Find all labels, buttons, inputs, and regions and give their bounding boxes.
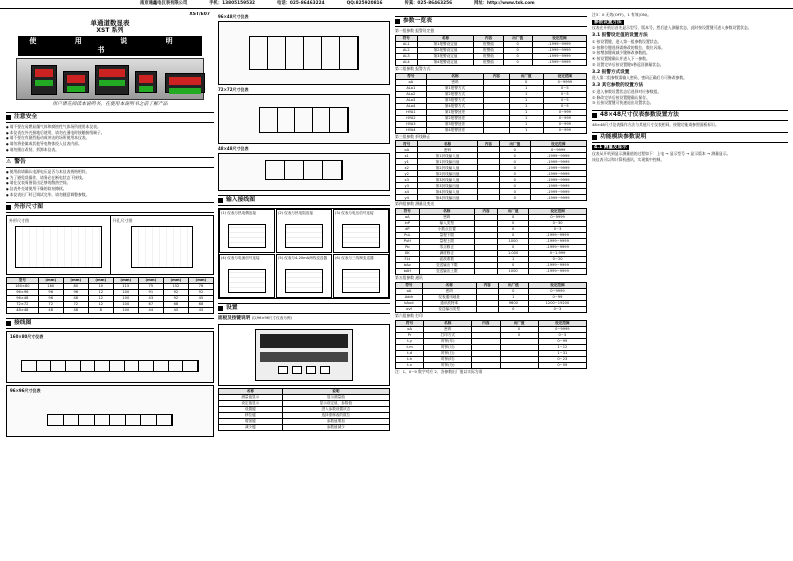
table-row: oA 密码 0 0~9999 bbox=[396, 288, 587, 294]
step-text: ① 进入参数设置状态后选择对应参数组。 bbox=[592, 88, 662, 94]
header-phone: 手机：13805159532 bbox=[209, 1, 256, 7]
table-row: ALo2 第2报警方式 1 0~5 bbox=[396, 91, 587, 97]
footnote: 该仪表可以和计算机通讯，实现集中控制。 bbox=[592, 156, 665, 162]
param-table-group6: 符号 名称 内容 出厂值 设定范围 oA 密码 0 0~9999 Pr 打印方式 0 0~3 t-y 时钟(年) 0~99 t-m 时钟(月) 1~12 t-d 时钟(日) 1~31 t-h 时钟(时) 0~23 t-n 时钟(分) 0~59 bbox=[395, 320, 587, 369]
table-row: t-d 时钟(日) 1~31 bbox=[396, 350, 587, 356]
step-text: ⑤ 设置完毕后按设置键5秒返回测量状态。 bbox=[592, 61, 664, 67]
table-row: 96×96 96 96 12 100 91 92 92 bbox=[7, 289, 214, 295]
meter-image bbox=[95, 65, 129, 95]
warning-item: ● 使用前请确认电源电压是否与本仪表规格相符。 bbox=[6, 170, 214, 175]
safety-item: ● 请不要在有剧烈振动或冲击的场所使用本仪表。 bbox=[6, 136, 214, 141]
wiring-diagram-160x80: 160×80尺寸仪表 bbox=[6, 331, 214, 383]
figure-caption: 72×72尺寸仪表 bbox=[218, 87, 249, 92]
table-row: AL4 第4报警设定值 报警值 0 -1999~9999 bbox=[396, 59, 587, 65]
section-4-1-heading: 4.1 测量及显示 bbox=[594, 145, 627, 151]
table-row: Pb 零点修正 0 -1999~9999 bbox=[396, 245, 587, 251]
meter-image bbox=[135, 71, 157, 93]
input-cell: (3) 仪表与电压信号连接 bbox=[333, 209, 389, 253]
step-text: ③ 长按设置键可快速退出设置状态。 bbox=[592, 100, 654, 106]
table-row: oA 密码 0 0~9999 bbox=[396, 215, 587, 221]
table-row: oA 密码 0 0~9999 bbox=[396, 147, 587, 153]
table-row: PuL 量程下限 0 -1999~9999 bbox=[396, 233, 587, 239]
wiring-diagram-48x48 bbox=[218, 153, 390, 191]
table-row: KK 满度修正 1.000 0~1.999 bbox=[396, 251, 587, 257]
intro-note: 注3：0 无效(OFF)，1 有效(ON)。 bbox=[592, 12, 652, 17]
table-row: y1 第1折线输出值 0 -1999~9999 bbox=[396, 159, 587, 165]
group-caption: 第三组参数 折线修正 bbox=[395, 133, 431, 139]
step-text: ④ 按设置键确认并进入下一参数。 bbox=[592, 56, 650, 62]
figure-caption: 48×48尺寸仪表 bbox=[218, 146, 249, 151]
warning-item: ● 本仪表出厂时已调试完毕，请勿随意调整参数。 bbox=[6, 193, 214, 198]
section-3-text: 仪表在开机后首先显示型号、版本号，然后进入测量状态，此时按设置键可进入参数设置状态。 bbox=[592, 25, 752, 31]
square-icon bbox=[6, 115, 11, 120]
safety-item: ● 请勿将金属或其他导电物体投入仪表内部。 bbox=[6, 142, 214, 147]
table-row: y3 第3折线输出值 0 -1999~9999 bbox=[396, 183, 587, 189]
step-text: ① 按设置键，进入第一组参数设置状态。 bbox=[592, 38, 662, 44]
section-4-heading: 功能模块参数说明 bbox=[592, 132, 788, 143]
input-wiring-heading: 输入接线图 bbox=[218, 195, 390, 206]
table-row: 增加键 参数值增加 bbox=[219, 419, 390, 425]
header-tel: 电话：025-86463224 bbox=[277, 1, 325, 7]
settings-heading: 设置 bbox=[218, 303, 390, 314]
column-instructions bbox=[592, 12, 788, 557]
input-cell: (2) 仪表与热电阻连接 bbox=[276, 209, 332, 253]
section-3-4-text: 48×48尺寸仪表操作方法与其他尺寸仪表相同，按键功能请参照面板标识。 bbox=[592, 122, 719, 128]
table-row: bAH 变送输出上限 1000 -1999~9999 bbox=[396, 269, 587, 275]
table-row: bAo 变送输出下限 0 -1999~9999 bbox=[396, 263, 587, 269]
wiring-diagram-96x96: 96×96尺寸仪表 bbox=[6, 385, 214, 437]
param-table-heading: 参数一览表 bbox=[395, 16, 587, 27]
step-text: ② 按移位键选择需修改的数位，数位闪烁。 bbox=[592, 44, 665, 50]
table-row: AL3 第3报警设定值 报警值 0 -1999~9999 bbox=[396, 53, 587, 59]
table-row: Pr 打印方式 0 0~3 bbox=[396, 332, 587, 338]
section-3-heading: 参数设置方法 bbox=[594, 19, 622, 25]
group-caption: 第一组参数 报警设定值 bbox=[395, 28, 435, 34]
wiring-diagram-72x72 bbox=[218, 94, 390, 144]
group-caption: 第二组参数 报警方式 bbox=[395, 65, 431, 71]
table-row: HYA3 第3报警回差 1 0~999 bbox=[396, 121, 587, 127]
page-header bbox=[0, 0, 793, 9]
warning-item: ● 仪表外壳请使用干燥的软布擦拭。 bbox=[6, 187, 214, 192]
column-cover bbox=[6, 12, 214, 557]
input-wiring-grid bbox=[218, 208, 390, 299]
table-row: ovf 变送输出类型 0 0~3 bbox=[396, 306, 587, 312]
doc-series: XST 系列 bbox=[96, 26, 124, 34]
table-row: y4 第4折线输出值 0 -1999~9999 bbox=[396, 195, 587, 201]
table-row: oA 密码 0 0~9999 bbox=[396, 79, 587, 85]
group-caption: 第五组参数 通讯 bbox=[395, 275, 423, 281]
table-row: AL2 第2报警设定值 报警值 0 -1999~9999 bbox=[396, 47, 587, 53]
table-row: t-m 时钟(月) 1~12 bbox=[396, 344, 587, 350]
group-caption: 第六组参数 打印 bbox=[395, 312, 423, 318]
square-icon bbox=[395, 19, 400, 24]
section-4-1-text: 仪表从开机到显示测量值的过程如下：上电 → 显示型号 → 显示版本 → 测量显示。 bbox=[592, 150, 731, 156]
square-icon bbox=[6, 205, 11, 210]
input-cell: (1) 仪表与热电偶连接 bbox=[219, 209, 275, 253]
table-row: x4 第4折线输入值 0 -1999~9999 bbox=[396, 189, 587, 195]
table-row: oA 密码 0 0~9999 bbox=[396, 326, 587, 332]
square-icon bbox=[6, 321, 11, 326]
table-row: inP 输入类型 0 0~30 bbox=[396, 221, 587, 227]
section-3-3-heading: 3.3 其它参数的设置方法 bbox=[592, 83, 644, 89]
table-notes: 注：1、0~9 数字对应 2、各参数出厂值以实际为准 bbox=[395, 368, 483, 374]
front-view: 外形尺寸图 bbox=[7, 216, 111, 274]
dimension-drawing bbox=[6, 215, 214, 275]
section-3-4-heading: 48×48尺寸仪表参数设置方法 bbox=[592, 110, 788, 121]
table-row: PuH 量程上限 1000 -1999~9999 bbox=[396, 239, 587, 245]
table-row: HYA2 第2报警回差 1 0~999 bbox=[396, 115, 587, 121]
column-wiring bbox=[218, 12, 390, 557]
square-icon bbox=[218, 198, 223, 203]
table-row: 72×72 72 72 12 100 67 68 68 bbox=[7, 301, 214, 307]
dimension-heading: 外形尺寸图 bbox=[6, 202, 214, 213]
header-web: 网址：http://www.txk.com bbox=[474, 1, 535, 7]
warning-item: ● 请在仪表周围留出足够的散热空间。 bbox=[6, 181, 214, 186]
param-table-group4: 符号 名称 内容 出厂值 设定范围 oA 密码 0 0~9999 inP 输入类型 0 0~30 dP 小数点位置 0 0~3 PuL 量程下限 0 -1999~9999 PuH 量程上限 1000 -1999~9999 Pb 零点修正 0 -1999~9999 KK 满度修正 1.000 0~1.999 FLt 滤波系数 1 0~20 bAo 变送输出下限 0 -1999~9999 bAH 变送输出上限 1000 -1999~9999 bbox=[395, 208, 587, 275]
square-icon bbox=[218, 306, 223, 311]
param-table-group3: 符号 名称 内容 出厂值 设定范围 oA 密码 0 0~9999 x1 第1折线输入值 0 -1999~9999 y1 第1折线输出值 0 -1999~9999 x2 第2折线输入值 0 -1999~9999 y2 第2折线输出值 0 -1999~9999 x3 第3折线输入值 0 -1999~9999 y3 第3折线输出值 0 -1999~9999 x4 第4折线输入值 0 -1999~9999 y4 第4折线输出值 0 -1999~9999 bbox=[395, 140, 587, 201]
meter-image bbox=[31, 65, 57, 95]
doc-code: XST/E07 bbox=[189, 12, 210, 17]
param-table-group5: 符号 名称 内容 出厂值 设定范围 oA 密码 0 0~9999 Addr 仪表通讯地址 1 0~99 bAud 通讯波特率 9600 1200~19200 ovf 变送输出类型 0 0~3 bbox=[395, 282, 587, 313]
doc-slogan: 用户请先阅读本说明书，在使用本说明书之前了解产品 bbox=[52, 101, 168, 107]
safety-item: ● 请不要在易燃易爆气体和腐蚀性气体场所使用本仪表。 bbox=[6, 125, 214, 130]
input-cell: (5) 仪表与4-20mA两线变送器 bbox=[276, 254, 332, 298]
warning-heading: ⚠ 警告 bbox=[6, 157, 214, 168]
table-row: 48×48 48 48 8 100 44 45 45 bbox=[7, 307, 214, 313]
figure-caption: 96×48尺寸仪表 bbox=[218, 14, 249, 19]
column-parameters bbox=[395, 12, 587, 557]
product-photo bbox=[16, 58, 204, 100]
table-row: FLt 滤波系数 1 0~20 bbox=[396, 257, 587, 263]
meter-image bbox=[165, 73, 205, 93]
table-row: 减少键 参数值减少 bbox=[219, 425, 390, 431]
header-fax: 传真：025-86463256 bbox=[404, 1, 453, 7]
section-3-1-heading: 3.1 报警设定值的设置方法 bbox=[592, 33, 648, 39]
doc-banner: 使 用 说 明 书 bbox=[18, 36, 202, 56]
table-row: 160×80 160 80 10 115 75 152 76 bbox=[7, 283, 214, 289]
table-row: AL1 第1报警设定值 报警值 0 -1999~9999 bbox=[396, 41, 587, 47]
warning-item: ● 为了避免误操作，请务必在断电状态下接线。 bbox=[6, 176, 214, 181]
step-text: ③ 按增加键或减少键修改参数值。 bbox=[592, 50, 650, 56]
table-row: HYA1 第1报警回差 1 0~999 bbox=[396, 109, 587, 115]
table-row: 设置键 进入参数设置状态 bbox=[219, 407, 390, 413]
header-company: 南京通鑫电仪表有限公司 bbox=[140, 1, 188, 7]
table-row: Addr 仪表通讯地址 1 0~99 bbox=[396, 294, 587, 300]
table-row: t-h 时钟(时) 0~23 bbox=[396, 356, 587, 362]
table-row: 96×48 96 48 12 100 43 92 45 bbox=[7, 295, 214, 301]
section-3-2-text: 进入第二组参数需输入密码，密码正确后方可修改参数。 bbox=[592, 75, 687, 81]
table-row: t-y 时钟(年) 0~99 bbox=[396, 338, 587, 344]
group-caption: 第四组参数 测量及变送 bbox=[395, 201, 435, 207]
panel-subheading: 面板及按键说明 (以96×96尺寸仪表为例) bbox=[218, 316, 292, 322]
warning-triangle-icon: ⚠ bbox=[6, 158, 12, 165]
param-table-group2: 符号 名称 内容 出厂值 设定范围 oA 密码 0 0~9999 ALo1 第1报警方式 1 0~5 ALo2 第2报警方式 1 0~5 ALo3 第3报警方式 1 0~5 ALo4 第4报警方式 1 0~5 HYA1 第1报警回差 1 0~999 HYA2 第2报警回差 1 0~999 HYA3 第3报警回差 1 0~999 HYA4 第4报警回差 1 0~999 bbox=[395, 73, 587, 134]
section-3-2-heading: 3.2 报警方式设置 bbox=[592, 69, 630, 75]
safety-item: ● 本仪表在外壳接地后使用，请勿在通电时接触接线端子。 bbox=[6, 131, 214, 136]
table-row: 移位键 选择需修改的数位 bbox=[219, 413, 390, 419]
key-table: 名称 说明 测量值显示 显示测量值 设定值显示 显示设定值、参数值 设置键 进入参数设置状态 移位键 选择需修改的数位 增加键 参数值增加 减少键 参数值减少 bbox=[218, 388, 390, 431]
doc-title: 单通道数显表 bbox=[90, 18, 130, 27]
table-row: ALo4 第4报警方式 1 0~5 bbox=[396, 103, 587, 109]
table-row: 测量值显示 显示测量值 bbox=[219, 395, 390, 401]
step-text: ② 修改完毕后按设置键确认保存。 bbox=[592, 94, 650, 100]
square-icon bbox=[592, 135, 597, 140]
input-cell: (6) 仪表与三线制变送器 bbox=[333, 254, 389, 298]
cutout-view: 开孔尺寸图 bbox=[111, 216, 214, 274]
table-row: t-n 时钟(分) 0~59 bbox=[396, 362, 587, 368]
param-table-group1: 符号 名称 内容 出厂值 设定范围 AL1 第1报警设定值 报警值 0 -1999~9999 AL2 第2报警设定值 报警值 0 -1999~9999 AL3 第3报警设定值 报警值 0 -1999~9999 AL4 第4报警设定值 报警值 0 -1999~9999 bbox=[395, 35, 587, 66]
meter-image bbox=[63, 71, 89, 93]
table-row: ALo3 第3报警方式 1 0~5 bbox=[396, 97, 587, 103]
table-row: x3 第3折线输入值 0 -1999~9999 bbox=[396, 177, 587, 183]
safety-item: ● 请勿擅自改装、拆卸本仪表。 bbox=[6, 148, 214, 153]
wiring-diagram-96x48 bbox=[218, 21, 390, 85]
table-row: bAud 通讯波特率 9600 1200~19200 bbox=[396, 300, 587, 306]
table-row: dP 小数点位置 0 0~3 bbox=[396, 227, 587, 233]
table-row: 设定值显示 显示设定值、参数值 bbox=[219, 401, 390, 407]
table-row: x2 第2折线输入值 0 -1999~9999 bbox=[396, 165, 587, 171]
table-row: ALo1 第1报警方式 1 0~5 bbox=[396, 85, 587, 91]
wiring-heading: 接线图 bbox=[6, 318, 214, 329]
header-qq: QQ:825920816 bbox=[346, 1, 383, 7]
safety-heading: 注意安全 bbox=[6, 112, 214, 123]
dimension-table: 型号 (mm) (mm) (mm) (mm) (mm) (mm) (mm) 160×80 160 80 10 115 75 152 76 96×96 96 96 12 100 91 92 92 96×48 96 48 12 100 43 92 45 72×72 72 72 12 100 67 68 68 48×48 48 48 8 100 44 45 45 bbox=[6, 277, 214, 314]
input-cell: (4) 仪表与电流信号连接 bbox=[219, 254, 275, 298]
panel-front-drawing bbox=[218, 324, 390, 386]
table-row: HYA4 第4报警回差 1 0~999 bbox=[396, 127, 587, 133]
table-row: x1 第1折线输入值 0 -1999~9999 bbox=[396, 153, 587, 159]
square-icon bbox=[592, 113, 597, 118]
table-row: y2 第2折线输出值 0 -1999~9999 bbox=[396, 171, 587, 177]
